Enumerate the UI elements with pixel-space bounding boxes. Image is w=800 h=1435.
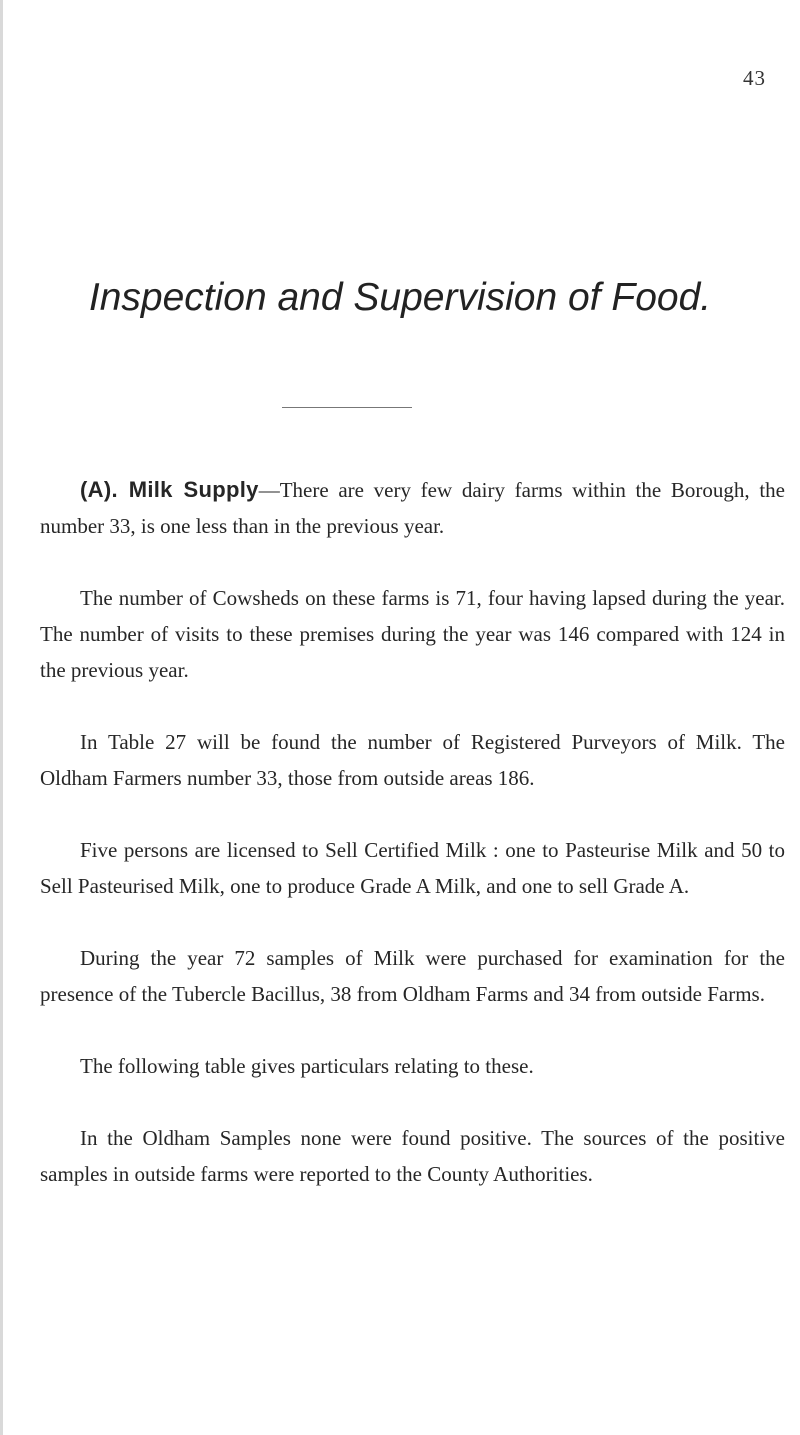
paragraph-cowsheds: The number of Cowsheds on these farms is 71, four having lapsed during the year. The number of visits to these premises during the year was 146 compared with 124 in the previous year. (40, 586, 785, 682)
paragraph-results: In the Oldham Samples none were found positive. The sources of the positive samples in outside farms were reported to the County Authorities. (40, 1126, 785, 1186)
paragraph-text: —There are very few dairy farms within the Borough, the number 33, is one less than in the previous year. (40, 478, 785, 538)
section-heading: (A). Milk Supply (80, 477, 259, 502)
page-edge (0, 0, 3, 1435)
paragraph-licences: Five persons are licensed to Sell Certified Milk : one to Pasteurise Milk and 50 to Sell Pasteurised Milk, one to produce Grade A Milk, and one to sell Grade A. (40, 838, 785, 898)
paragraph-milk-supply-intro (40, 472, 785, 544)
paragraph-table-intro: The following table gives particulars relating to these. (80, 1054, 534, 1078)
paragraph-samples: During the year 72 samples of Milk were purchased for examination for the presence of the Tubercle Bacillus, 38 from Oldham Farms and 34 from outside Farms. (40, 946, 785, 1006)
page-number: 43 (743, 66, 766, 90)
title-divider (282, 407, 412, 408)
paragraph-purveyors: In Table 27 will be found the number of Registered Purveyors of Milk. The Oldham Farmers number 33, those from outside areas 186. (40, 730, 785, 790)
document-body (40, 472, 785, 1228)
page-title: Inspection and Supervision of Food. (88, 276, 712, 319)
